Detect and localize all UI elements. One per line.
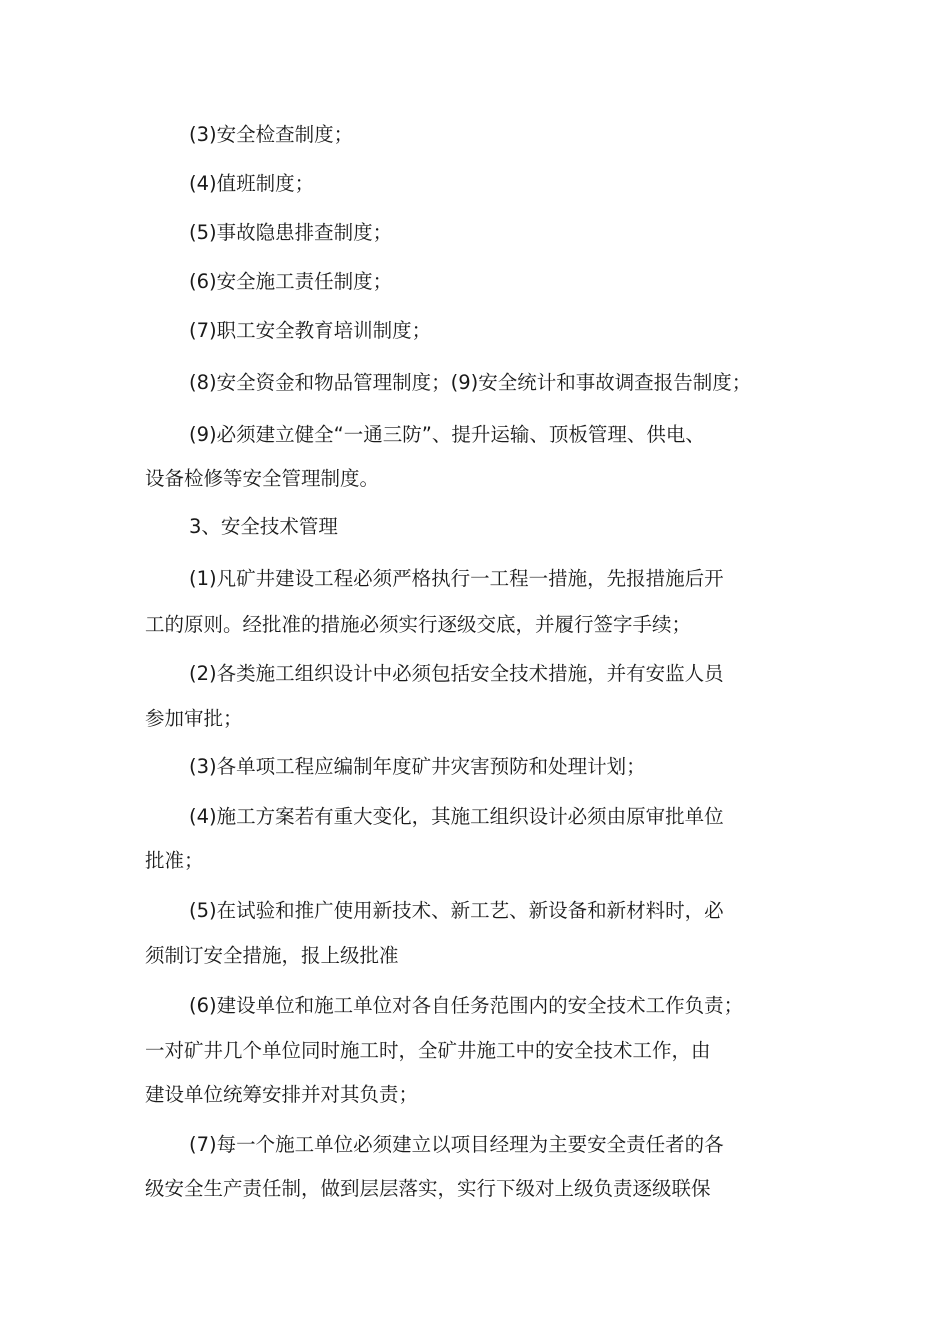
text-line: (4)值班制度；: [189, 172, 315, 195]
text-line: (5)事故隐患排查制度；: [189, 221, 393, 244]
text-line: (4)施工方案若有重大变化，其施工组织设计必须由原审批单位: [189, 805, 724, 828]
text-line: 批准；: [145, 849, 204, 872]
section-heading: 3、安全技术管理: [189, 515, 338, 538]
text-line: (5)在试验和推广使用新技术、新工艺、新设备和新材料时，必: [189, 899, 724, 922]
text-line: 建设单位统筹安排并对其负责；: [145, 1083, 419, 1106]
text-line: (3)安全检查制度；: [189, 123, 354, 146]
text-line: 级安全生产责任制，做到层层落实，实行下级对上级负责逐级联保: [145, 1177, 711, 1200]
text-line: (9)必须建立健全“一通三防”、提升运输、顶板管理、供电、: [189, 423, 705, 446]
text-line: (6)安全施工责任制度；: [189, 270, 393, 293]
text-line: 参加审批；: [145, 707, 243, 730]
text-line: 一对矿井几个单位同时施工时，全矿井施工中的安全技术工作，由: [145, 1039, 711, 1062]
text-line: (6)建设单位和施工单位对各自任务范围内的安全技术工作负责；: [189, 994, 744, 1017]
text-line: (1)凡矿井建设工程必须严格执行一工程一措施，先报措施后开: [189, 567, 724, 590]
text-line: 须制订安全措施，报上级批准: [145, 944, 399, 967]
text-line: (7)每一个施工单位必须建立以项目经理为主要安全责任者的各: [189, 1133, 724, 1156]
text-line: (3)各单项工程应编制年度矿井灾害预防和处理计划；: [189, 755, 646, 778]
text-line: (2)各类施工组织设计中必须包括安全技术措施，并有安监人员: [189, 662, 724, 685]
text-line: 工的原则。经批准的措施必须实行逐级交底，并履行签字手续；: [145, 613, 692, 636]
text-line: (7)职工安全教育培训制度；: [189, 319, 432, 342]
text-line: (8)安全资金和物品管理制度；(9)安全统计和事故调查报告制度；: [189, 371, 752, 394]
text-line: 设备检修等安全管理制度。: [145, 467, 380, 490]
